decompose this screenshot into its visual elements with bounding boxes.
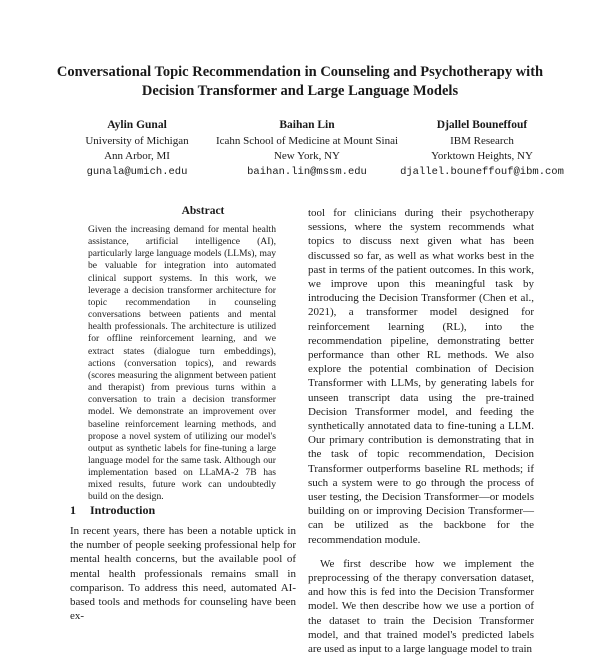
section-heading [70,503,155,518]
author-location: New York, NY [273,150,340,162]
body-paragraph: We first describe how we implement the preprocessing of the therapy conversation dataset, and how this is fed into the Decision Transformer model. We then describe how we use a portion of the dataset to train the Decision Transformer model, and that trained model's predicted labels are used as input to a large language model to train [308,557,534,656]
abstract-heading: Abstract [181,205,225,217]
author-affiliation: IBM Research [450,134,514,147]
section-title: Introduction [90,503,156,517]
author-1 [62,118,212,180]
right-column [308,206,534,656]
author-name: Djallel Bouneffouf [436,119,528,131]
author-location: Yorktown Heights, NY [431,150,533,162]
author-affiliation: Icahn School of Medicine at Mount Sinai [215,134,399,147]
author-email: djallel.bouneffouf@ibm.com [400,165,564,178]
author-affiliation: University of Michigan [85,134,189,147]
author-name: Aylin Gunal [107,119,167,131]
author-location: Ann Arbor, MI [104,150,170,162]
section-number: 1 [70,503,76,517]
author-email: gunala@umich.edu [86,165,188,178]
intro-paragraph: In recent years, there has been a notable uptick in the number of people seeking professional help for mental health concerns, but the available pool of mental health professionals remains small in comparison. To address this need, automated AI-based tools and methods for counseling have been ex- [70,525,296,623]
paper-title: Conversational Topic Recommendation in Counseling and Psychotherapy with Decision Transformer and Large Language Models [56,64,544,99]
abstract-text: Given the increasing demand for mental health assistance, artificial intelligence (AI), particularly large language models (LLMs), may be valuable for integration into automated clinical support systems. In this work, we leverage a decision transformer architecture for topic recommendation in counseling conversations between patients and mental health professionals. The architecture is utilized for offline reinforcement learning, and we extract states (dialogue turn embeddings), actions (conversation topics), and rewards (scores measuring the alignment between patient and therapist) from previous turns within a conversation to train a decision transformer model. We demonstrate an improvement over baseline reinforcement learning methods, and propose a novel system of utilizing our model's output as synthetic labels for fine-tuning a large language model for the same task. Although our implementation based on LLaMA-2 7B has mixed results, future work can undoubtedly build on the design. [88,224,276,503]
body-paragraph: tool for clinicians during their psychotherapy sessions, where the system recommends what topics to discuss next given what has been discussed so far, as well as what works best in the past in terms of the patient outcomes. In this work, we improve upon this meaningful task by introducing the Decision Transformer (Chen et al., 2021), a transformer model designed for reinforcement learning (RL), into the recommendation pipeline, demonstrating better performance than other RL methods. We also explore the potential combination of Decision Transformer with LLMs, by generating labels for unseen transcript data using the pre-trained Decision Transformer model, and feeding the synthetically annotated data to fine-tuning a LLM. Our primary contribution is demonstrating that in the task of topic recommendation, Decision Transformer outperforms baseline RL methods; if such a system were to go through the process of user testing, the Decision Transformer—or models building on or improving Decision Transformer—can be utilized as the backbone for the recommendation module. [308,207,534,546]
author-3 [392,118,572,180]
author-email: baihan.lin@mssm.edu [247,165,367,178]
author-2 [192,118,422,180]
author-name: Baihan Lin [279,119,335,131]
